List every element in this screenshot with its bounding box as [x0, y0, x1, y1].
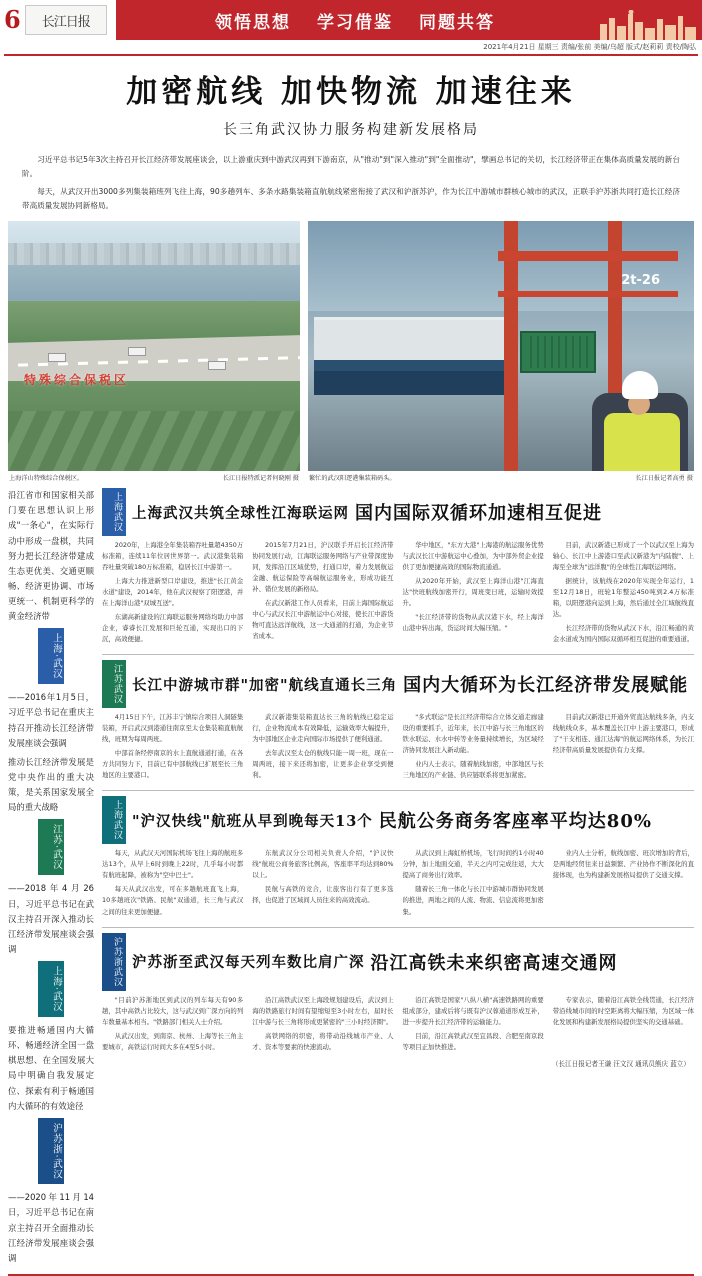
section-title: 国内国际双循环加速相互促进 [355, 503, 602, 525]
sidebar-paragraph: ——2016年1月5日，习近平总书记在重庆主持召开推动长江经济带发展座谈会强调 [8, 692, 94, 748]
sidebar-paragraph: 沿江省市和国家相关部门要在思想认识上形成"一条心"，在实际行动中形成一盘棋，共同努力把长江经济带建成生态更优美、交通更顺畅、经济更协调、市场更统一、机制更科学的黄金经济带 [8, 490, 94, 622]
paragraph: 东湖高新建设的江海联运服务网络均助力中部企业，睿睿长江发展和巨轮互通，实现出口的下沉，高效便捷。 [102, 613, 244, 644]
divider [102, 790, 694, 791]
body-column [553, 540, 694, 648]
paragraph: 2015年7月21日，沪汉联手开启长江经济带协同发展行动，江海联运服务网络与产业带深度协同，发挥沿江区域优势，打通口岸，着力发展航运金融、航运保险等高端航运服务业，形成功能互补、错位发展的新格局。 [252, 541, 394, 594]
content-columns [8, 488, 694, 1270]
paragraph: 专家表示，随着沿江高铁全线贯通，长江经济带沿线城市间的时空距离将大幅压缩，为区域一体化发展和构建新发展格局提供坚实的交通基础。 [552, 995, 694, 1026]
section-header [102, 660, 694, 708]
caption-left-text: 上海洋山特殊综合保税区。 [9, 475, 84, 483]
photo-aerial-port: 特殊综合保税区 [8, 221, 300, 471]
section-body [102, 540, 694, 648]
divider [102, 654, 694, 655]
body-column [102, 848, 243, 920]
newspaper-logo [25, 5, 107, 35]
sidebar-paragraph: ——2018年4月26日，习近平总书记在武汉主持召开深入推动长江经济带发展座谈会强调 [8, 883, 94, 954]
body-column [102, 540, 243, 648]
section-title: 民航公务商务客座率平均达80% [378, 811, 652, 833]
section-tag: 江苏武汉 [102, 660, 126, 708]
sidebar-region-tag: 上海·武汉 [38, 961, 64, 1017]
paragraph: 据统计，该航线在2020年实现全年运行，1至12月18日，班轮1年整运450吨到2.4万标准箱，以阳逻港向运到上海，然后通过全江域航线直达。 [552, 577, 694, 619]
body-column [252, 712, 393, 784]
sidebar-paragraph: 推动长江经济带发展是党中央作出的重大决策，是关系国家发展全局的重大战略 [8, 756, 94, 813]
photo-row [8, 221, 694, 482]
headline-block [0, 56, 702, 143]
lede-paragraph-2: 每天，从武汉开出3000多列集装箱班列飞往上海，90多趟列车、多条水路集装箱直航航线紧密衔接了武汉和沪浙苏沪，作为长江中游城市群核心城市的武汉，正联手沪苏浙共同打造长江经济带高质量发展协同新格局。 [22, 187, 680, 211]
byline: （长江日报记者王谦 汪文汉 通讯员熊庆 蓝立） [551, 1059, 690, 1068]
section-tag: 沪苏浙武汉 [102, 933, 126, 991]
logo-text: 长江日报 [41, 14, 90, 30]
sidebar-region-tag: 沪苏浙·武汉 [38, 1118, 64, 1185]
body-column [403, 995, 544, 1056]
page-subtitle: 长三角武汉协力服务构建新发展格局 [223, 122, 479, 138]
dateline: 2021年4月21日 星期三 责编/张前 美编/乌超 版式/赵莉莉 责校/陶弘 [483, 43, 696, 51]
article-section [102, 488, 694, 648]
banner-item-3: 同题共答 [419, 12, 495, 33]
paragraph: 华中地区，"东方大港"上海港的航运服务优势与武汉长江中游航运中心叠加，为中部外贸企业提供了更加便捷高效的国际物流通道。 [402, 541, 544, 572]
paragraph: 东航武汉分公司相关负责人介绍，"沪汉快线"航班公商务旅客比例高，客座率平均达到80%以上。 [252, 849, 394, 880]
body-column [102, 995, 243, 1056]
paragraph: 每天从武汉出发，可在多趟航班直飞上海，10多趟班次"铁路、民航"双通道，长三角与武汉之间的往来更加便捷。 [102, 885, 244, 916]
paragraph: 沿江高铁是国家"八纵八横"高速铁路网的重要组成部分，建成后将与既有沪汉蓉通道形成互补，进一步提升长江经济带的运输能力。 [402, 995, 544, 1026]
paragraph: 在武汉新港工作人员看来，目前上海国际航运中心与武汉长江中游航运中心对接，使长江中游货物可直达远洋航线，这一大通道的打通，为企业节省成本。 [252, 599, 394, 641]
body-column [252, 848, 393, 920]
sidebar-region-tag: 江苏·武汉 [38, 819, 64, 875]
paragraph: "多式联运"是长江经济带综合立体交通走廊建设的重要抓手，近年来，长江中游与长三角地区的铁水联运、水水中转等业务量持续增长，为区域经济协同发展注入新动能。 [402, 713, 544, 755]
section-header [102, 933, 694, 991]
section-title: 国内大循环为长江经济带发展赋能 [403, 675, 689, 697]
body-column [252, 995, 393, 1056]
crane-label: 2t-26 [621, 273, 660, 289]
photo-caption-left [8, 471, 300, 482]
page-number: 6 [4, 5, 21, 34]
editorial-sidebar [8, 488, 94, 1270]
section-subtitle: 长江中游城市群"加密"航线直通长三角 [132, 676, 398, 694]
caption-right-text: 繁忙的武汉阳逻港集装箱码头。 [309, 475, 396, 483]
paragraph: 去年武汉至太仓的航线只能一周一班，现在一周两班，接下来还将加密，让更多企业享受到便利。 [252, 749, 394, 780]
body-column [553, 712, 694, 784]
section-subtitle: "沪汉快线"航班从早到晚每天13个 [132, 812, 373, 830]
caption-left-credit: 长江日报特派记者何晓刚 摄 [222, 475, 299, 483]
body-column [553, 995, 694, 1056]
section-body [102, 995, 694, 1056]
section-header [102, 796, 694, 844]
photo-caption-right [308, 471, 694, 482]
sidebar-paragraph: ——2020年11月14日，习近平总书记在南京主持召开全面推动长江经济带发展座谈会强调 [8, 1192, 94, 1263]
photo-container-port [308, 221, 694, 471]
caption-right-credit: 长江日报记者高勇 摄 [635, 475, 693, 483]
paragraph: 武汉新港集装箱直达长三角的航线已稳定运行，企业物流成本有效降低，运输效率大幅提升，为中部地区企业走向国际市场提供了便利通道。 [252, 713, 394, 744]
section-body [102, 712, 694, 784]
paragraph: 业内人士表示，随着航线加密，中部地区与长三角地区的产业链、供应链联系将更加紧密。 [402, 760, 544, 780]
lede-paragraph-1: 习近平总书记5年3次主持召开长江经济带发展座谈会，以上游重庆到中游武汉再到下游南京，从"推动"到"深入推动"到"全面推动"，擘画总书记的关切，长江经济带正在集体高质量发展的新台阶。 [22, 155, 680, 179]
article-section [102, 660, 694, 784]
sidebar-region-tag: 上海·武汉 [38, 628, 64, 684]
section-subtitle: 沪苏浙至武汉每天列车数比肩广深 [132, 954, 365, 972]
section-title: 沿江高铁未来织密高速交通网 [370, 952, 618, 974]
paragraph: 2020年，上海港全年集装箱吞吐量超4350万标准箱，连续11年位居世界第一。武汉港集装箱吞吐量突破180万标准箱，稳居长江中游第一。 [102, 541, 244, 572]
banner [116, 0, 594, 40]
paragraph: 长江经济带的货物从武汉下水，沿江畅通的黄金水道成为国内国际双循环相互促进的重要通道。 [552, 624, 694, 644]
paragraph: 从武汉出发，到南京、杭州、上海等长三角主要城市，高铁运行时间大多在4至5小时。 [102, 1031, 244, 1051]
article-section [102, 796, 694, 920]
section-header [102, 488, 694, 536]
paragraph: 民航与高铁的竞合，让旅客出行有了更多选择，也促进了区域间人员往来的高效流动。 [252, 885, 394, 905]
paragraph: 目前武汉新港已开通外贸直达航线多条，内支线航线众多，基本覆盖长江中上游主要港口，形成了"干支相连、通江达海"的航运网络体系，为长江经济带高质量发展提供有力支撑。 [552, 713, 694, 755]
paragraph: 从2020年开始，武汉至上海洋山港"江海直达"快班航线加密开行，周班变日班，运输时效提升。 [402, 577, 544, 608]
paragraph: "目前沪苏浙地区到武汉的列车每天有90多趟，其中高铁占比较大，这与武汉到广深方向的列车数量基本相当。"铁路部门相关人士介绍。 [102, 995, 244, 1026]
main-articles [102, 488, 694, 1270]
paragraph: 随着长三角一体化与长江中游城市群协同发展的推进，两地之间的人流、物流、信息流将更加密集。 [402, 885, 544, 916]
page-title: 加密航线 加快物流 加速往来 [126, 74, 576, 110]
paragraph: 业内人士分析，航线加密、班次增加的背后，是两地经贸往来日益频繁、产业协作不断深化的直接体现，也为构建新发展格局提供了交通支撑。 [552, 849, 694, 880]
masthead-left [0, 0, 116, 40]
body-column [403, 712, 544, 784]
body-column [102, 712, 243, 784]
sidebar-paragraph: 要推进畅通国内大循环、畅通经济全国一盘棋思想、在全国发展大局中明确自我发展定位、探索有利于畅通国内大循环的有效途径 [8, 1025, 94, 1111]
banner-skyline-area [594, 0, 702, 40]
body-column [252, 540, 393, 648]
paragraph: 4月15日下午，江苏丰宁镇综合项目人洞隧集装箱，开启武汉到港通往南京至太仓集装箱直航航线，班期为每周两班。 [102, 713, 244, 744]
paragraph: 沿江高铁武汉至上海段规划建设后，武汉到上海的铁路旅行时间有望缩短至3小时左右，届时长江中游与长三角将形成更紧密的"三小时经济圈"。 [252, 995, 394, 1026]
divider [102, 927, 694, 928]
banner-item-1: 领悟思想 [215, 12, 291, 33]
paragraph: 从武汉到上海虹桥机场，飞行时间约1小时40分钟，加上地面交通，半天之内可完成往返，大大提高了商务出行效率。 [402, 849, 544, 880]
paragraph: 每天，从武汉天河国际机场飞往上海的航班多达13个，从早上6时到晚上22时，几乎每小时都有航班起降，被称为"空中巴士"。 [102, 849, 244, 880]
section-tag: 上海武汉 [102, 796, 126, 844]
paragraph: 中部首条经停南京的水上直航通道打通，在各方共同努力下，目前已有中部航线已扩展至长三角地区的主要港口。 [102, 749, 244, 780]
body-column [403, 848, 544, 920]
skyline-icon [598, 10, 698, 40]
paragraph: 上海大力推进新型口岸建设，推进"长江黄金水道"建设，2014年，他在武汉视察了阳逻港，并在上海洋山港"双城互送"。 [102, 577, 244, 608]
paragraph: 目前，沿江高铁武汉至宜昌段、合肥至南京段等项目正加快推进。 [402, 1031, 544, 1051]
body-column [553, 848, 694, 920]
banner-item-2: 学习借鉴 [317, 12, 393, 33]
paragraph: "长江经济带的货物从武汉港下水，经上海洋山港中转出海，货运时间大幅压缩。" [402, 613, 544, 633]
article-section [102, 933, 694, 1068]
dateline-row [0, 40, 702, 54]
body-column [403, 540, 544, 648]
paragraph: 目前，武汉新港已形成了一个以武汉至上海为轴心、长江中上游港口至武汉新港为"内陆腹"、上海至全球为"远洋腹"的全球性江海联运网络。 [552, 541, 694, 572]
paragraph: 高铁网络的织密，将带动沿线城市产业、人才、资本等要素的快速流动。 [252, 1031, 394, 1051]
section-body [102, 848, 694, 920]
masthead [0, 0, 702, 40]
section-tag: 上海武汉 [102, 488, 126, 536]
section-subtitle: 上海武汉共筑全球性江海联运网 [132, 504, 349, 522]
